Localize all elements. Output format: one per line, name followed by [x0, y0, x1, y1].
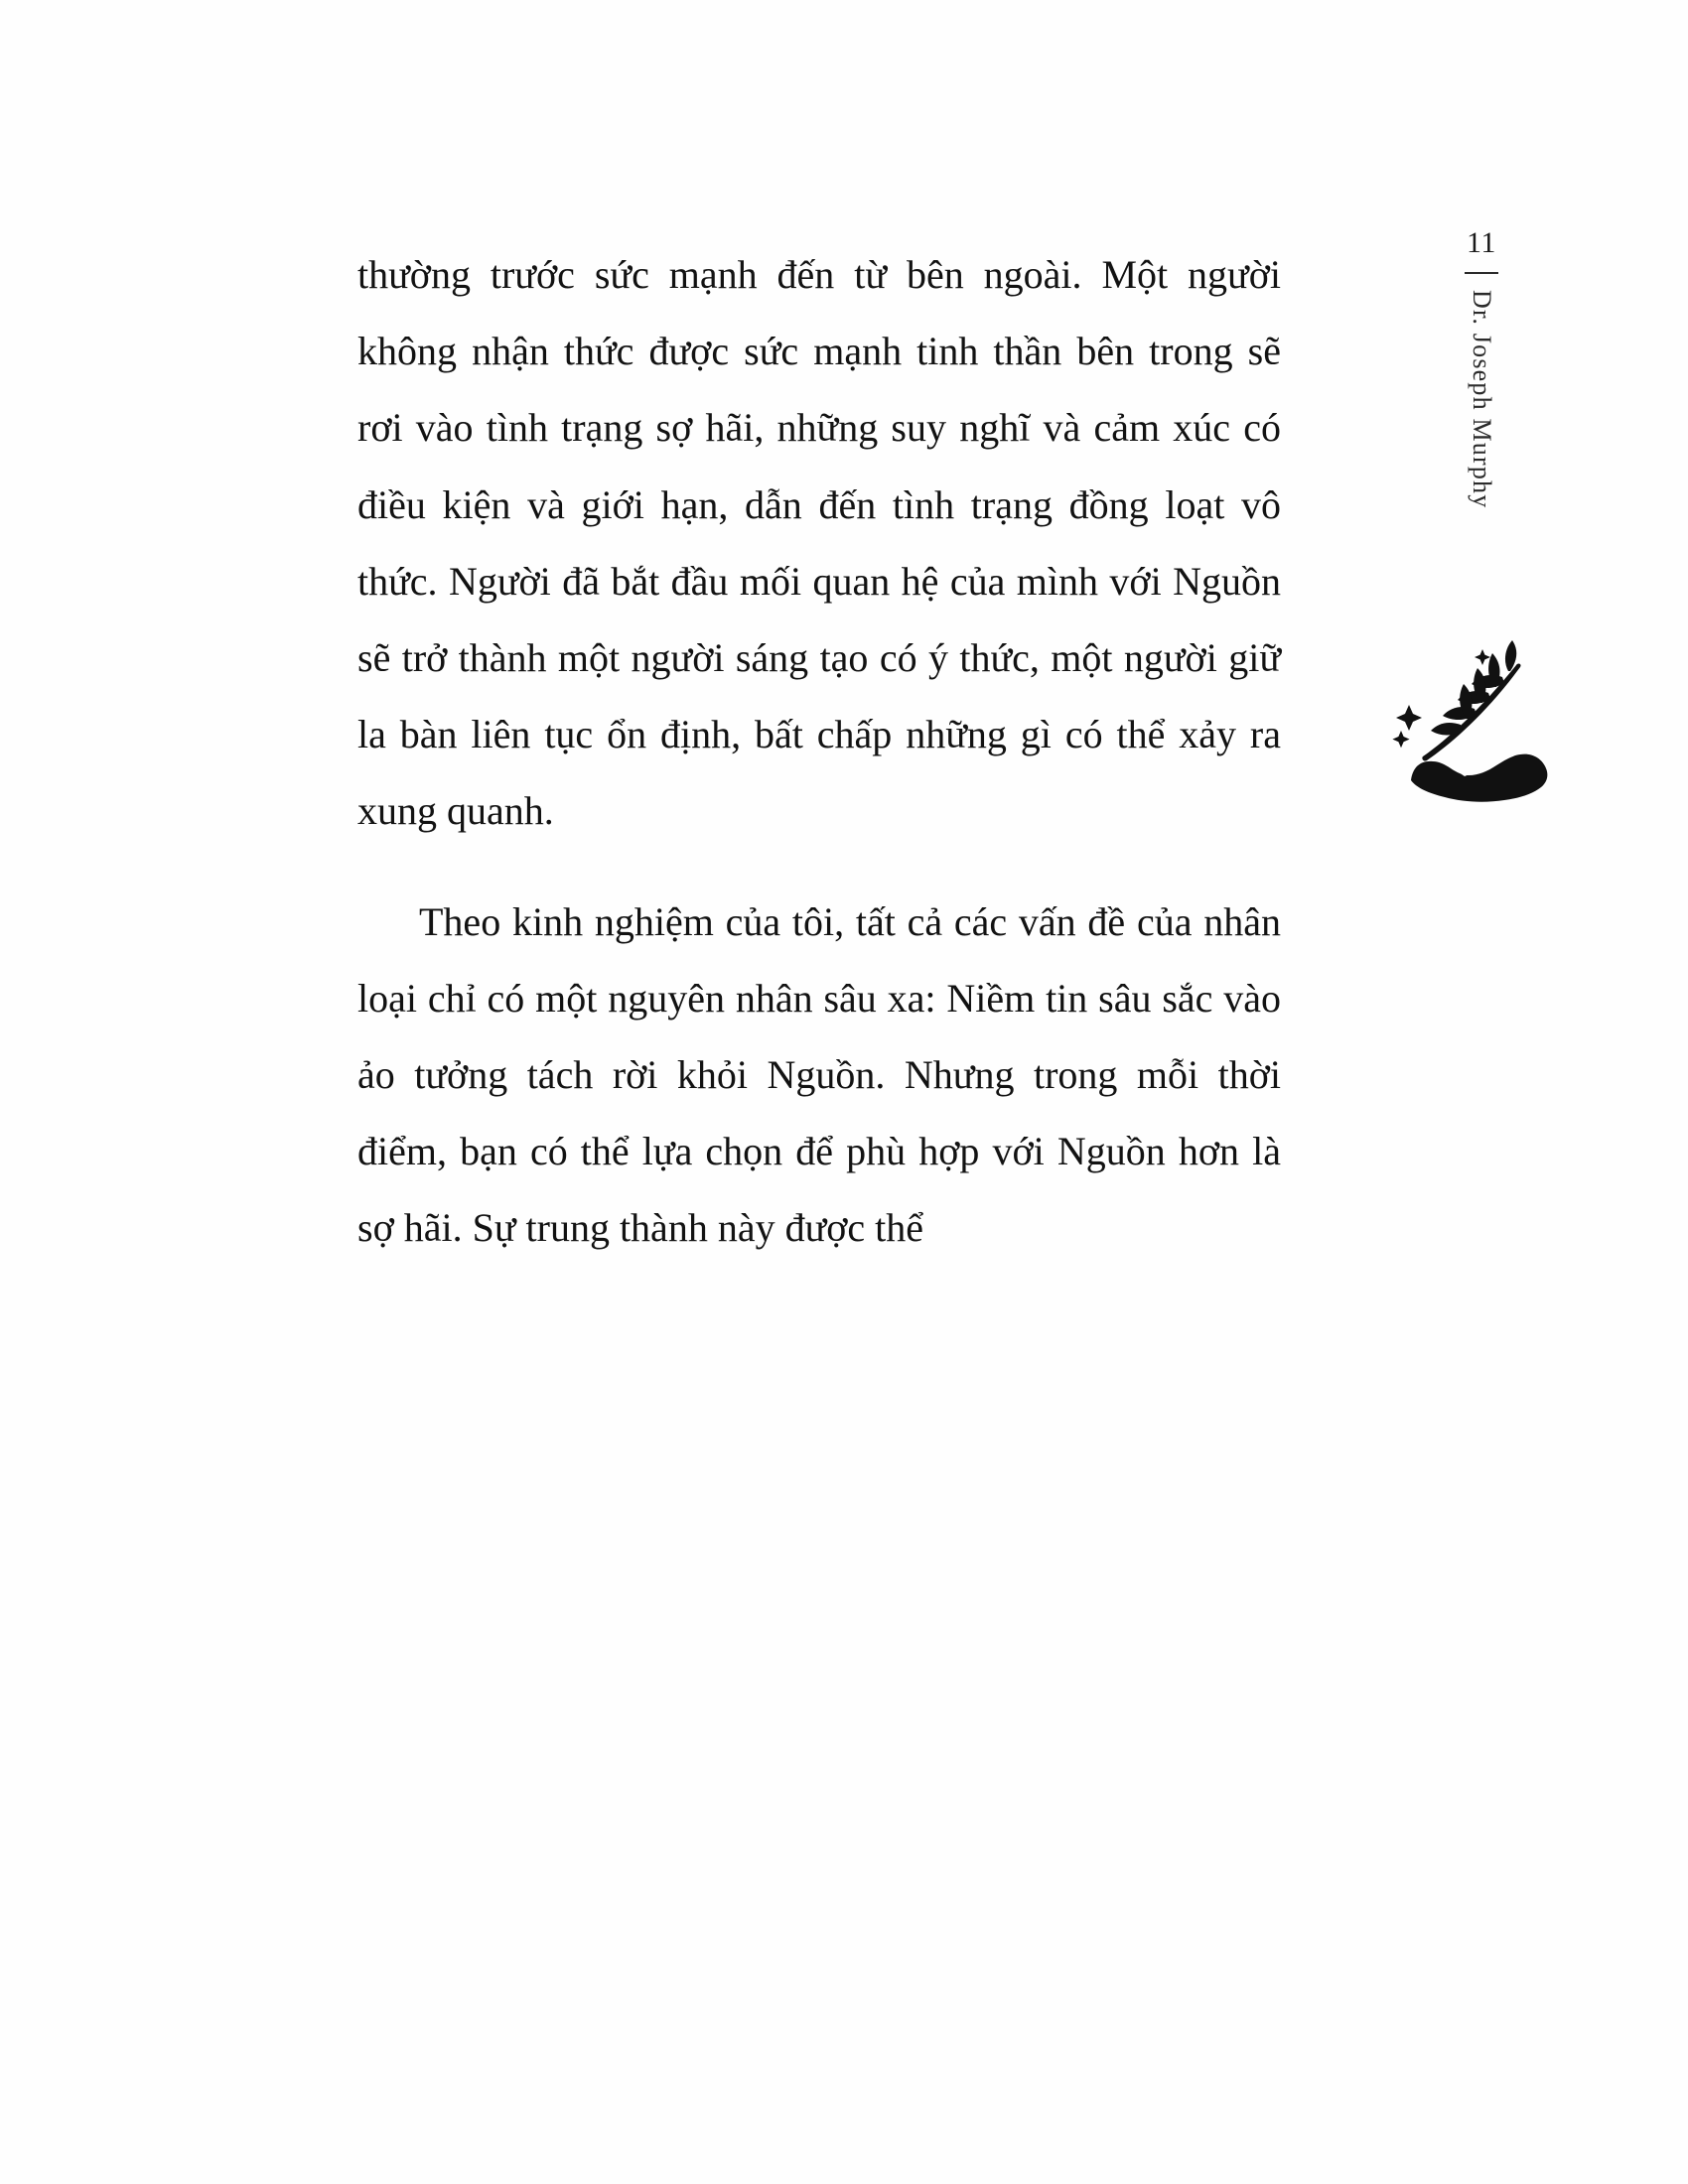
page-number: 11 — [1467, 226, 1496, 259]
body-text — [357, 236, 1281, 1266]
divider-rule — [1465, 272, 1498, 274]
paragraph-continued: thường trước sức mạnh đến từ bên ngoài. Một người không nhận thức được sức mạnh tinh thần bên trong sẽ rơi vào tình trạng sợ hãi, những suy nghĩ và cảm xúc có điều kiện và giới hạn, dẫn đến tình trạng đồng loạt vô thức. Người đã bắt đầu mối quan hệ của mình với Nguồn sẽ trở thành một người sáng tạo có ý thức, một người giữ la bàn liên tục ổn định, bất chấp những gì có thể xảy ra xung quanh. — [357, 252, 1281, 834]
page-margin-column — [1422, 228, 1541, 508]
paragraph-new: Theo kinh nghiệm của tôi, tất cả các vấn đề của nhân loại chỉ có một nguyên nhân sâu xa: Niềm tin sâu sắc vào ảo tưởng tách rời khỏi Nguồn. Nhưng trong mỗi thời điểm, bạn có thể lựa chọn để phù hợp với Nguồn hơn là sợ hãi. Sự trung thành này được thể — [357, 898, 1281, 1251]
running-head-author: Dr. Joseph Murphy — [1468, 290, 1496, 509]
hand-holding-branch-ornament — [1387, 635, 1561, 804]
